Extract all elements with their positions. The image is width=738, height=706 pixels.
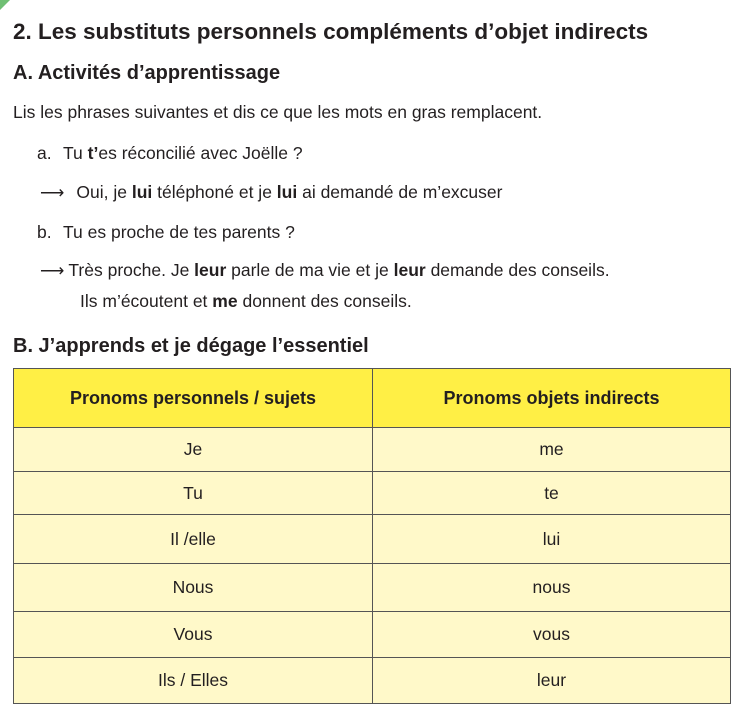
question-b xyxy=(37,222,295,243)
bold-word: lui xyxy=(131,182,153,202)
object-pronoun-cell: lui xyxy=(373,515,731,564)
object-pronoun-cell: me xyxy=(373,428,731,472)
bold-word: leur xyxy=(393,260,426,280)
instruction-text: Lis les phrases suivantes et dis ce que les mots en gras remplacent. xyxy=(13,102,543,122)
table-row xyxy=(14,658,731,704)
object-pronoun-cell: te xyxy=(373,472,731,515)
arrow-right-icon: ⟶ xyxy=(40,183,65,202)
answer-b-text-1: Très proche. Je xyxy=(68,260,195,280)
table-row xyxy=(14,612,731,658)
pronoun-table xyxy=(13,368,731,704)
answer-a-text-3: ai demandé de m’excuser xyxy=(297,182,503,202)
answer-b2-text-1: Ils m’écoutent et xyxy=(80,291,213,311)
question-a-text-end: es réconcilié avec Joëlle ? xyxy=(98,143,303,163)
object-pronoun-cell: leur xyxy=(373,658,731,704)
table-row xyxy=(14,472,731,515)
item-marker-a: a. xyxy=(37,143,52,163)
subject-pronoun-cell: Tu xyxy=(14,472,373,515)
object-pronoun-cell: nous xyxy=(373,564,731,612)
table-row xyxy=(14,564,731,612)
answer-b2-text-2: donnent des conseils. xyxy=(237,291,412,311)
table-row xyxy=(14,515,731,564)
bold-word: lui xyxy=(276,182,298,202)
subject-pronoun-cell: Ils / Elles xyxy=(14,658,373,704)
object-pronoun-cell: vous xyxy=(373,612,731,658)
question-b-text: Tu es proche de tes parents ? xyxy=(63,222,295,242)
answer-b-line-2 xyxy=(80,291,412,312)
answer-a-text-1: Oui, je xyxy=(76,182,132,202)
table-row xyxy=(14,428,731,472)
answer-b-text-3: demande des conseils. xyxy=(425,260,610,280)
answer-a xyxy=(40,182,502,203)
subject-pronoun-cell: Vous xyxy=(14,612,373,658)
answer-b-text-2: parle de ma vie et je xyxy=(226,260,394,280)
item-marker-b: b. xyxy=(37,222,52,242)
arrow-right-icon: ⟶ xyxy=(40,261,65,280)
corner-decoration xyxy=(0,0,10,10)
bold-word: leur xyxy=(194,260,227,280)
subsection-a-title: A. Activités d’apprentissage xyxy=(13,62,281,84)
header-subject-pronouns: Pronoms personnels / sujets xyxy=(14,369,373,428)
subject-pronoun-cell: Il /elle xyxy=(14,515,373,564)
question-a-text-start: Tu xyxy=(63,143,88,163)
bold-word: t’ xyxy=(87,143,99,163)
bold-word: me xyxy=(212,291,238,311)
header-indirect-object-pronouns: Pronoms objets indirects xyxy=(373,369,731,428)
question-a xyxy=(37,143,303,164)
subject-pronoun-cell: Nous xyxy=(14,564,373,612)
subject-pronoun-cell: Je xyxy=(14,428,373,472)
subsection-b-title: B. J’apprends et je dégage l’essentiel xyxy=(13,335,369,357)
table-header-row xyxy=(14,369,731,428)
answer-a-text-2: téléphoné et je xyxy=(152,182,277,202)
answer-b xyxy=(40,260,610,281)
section-title: 2. Les substituts personnels compléments d’objet indirects xyxy=(13,19,649,44)
